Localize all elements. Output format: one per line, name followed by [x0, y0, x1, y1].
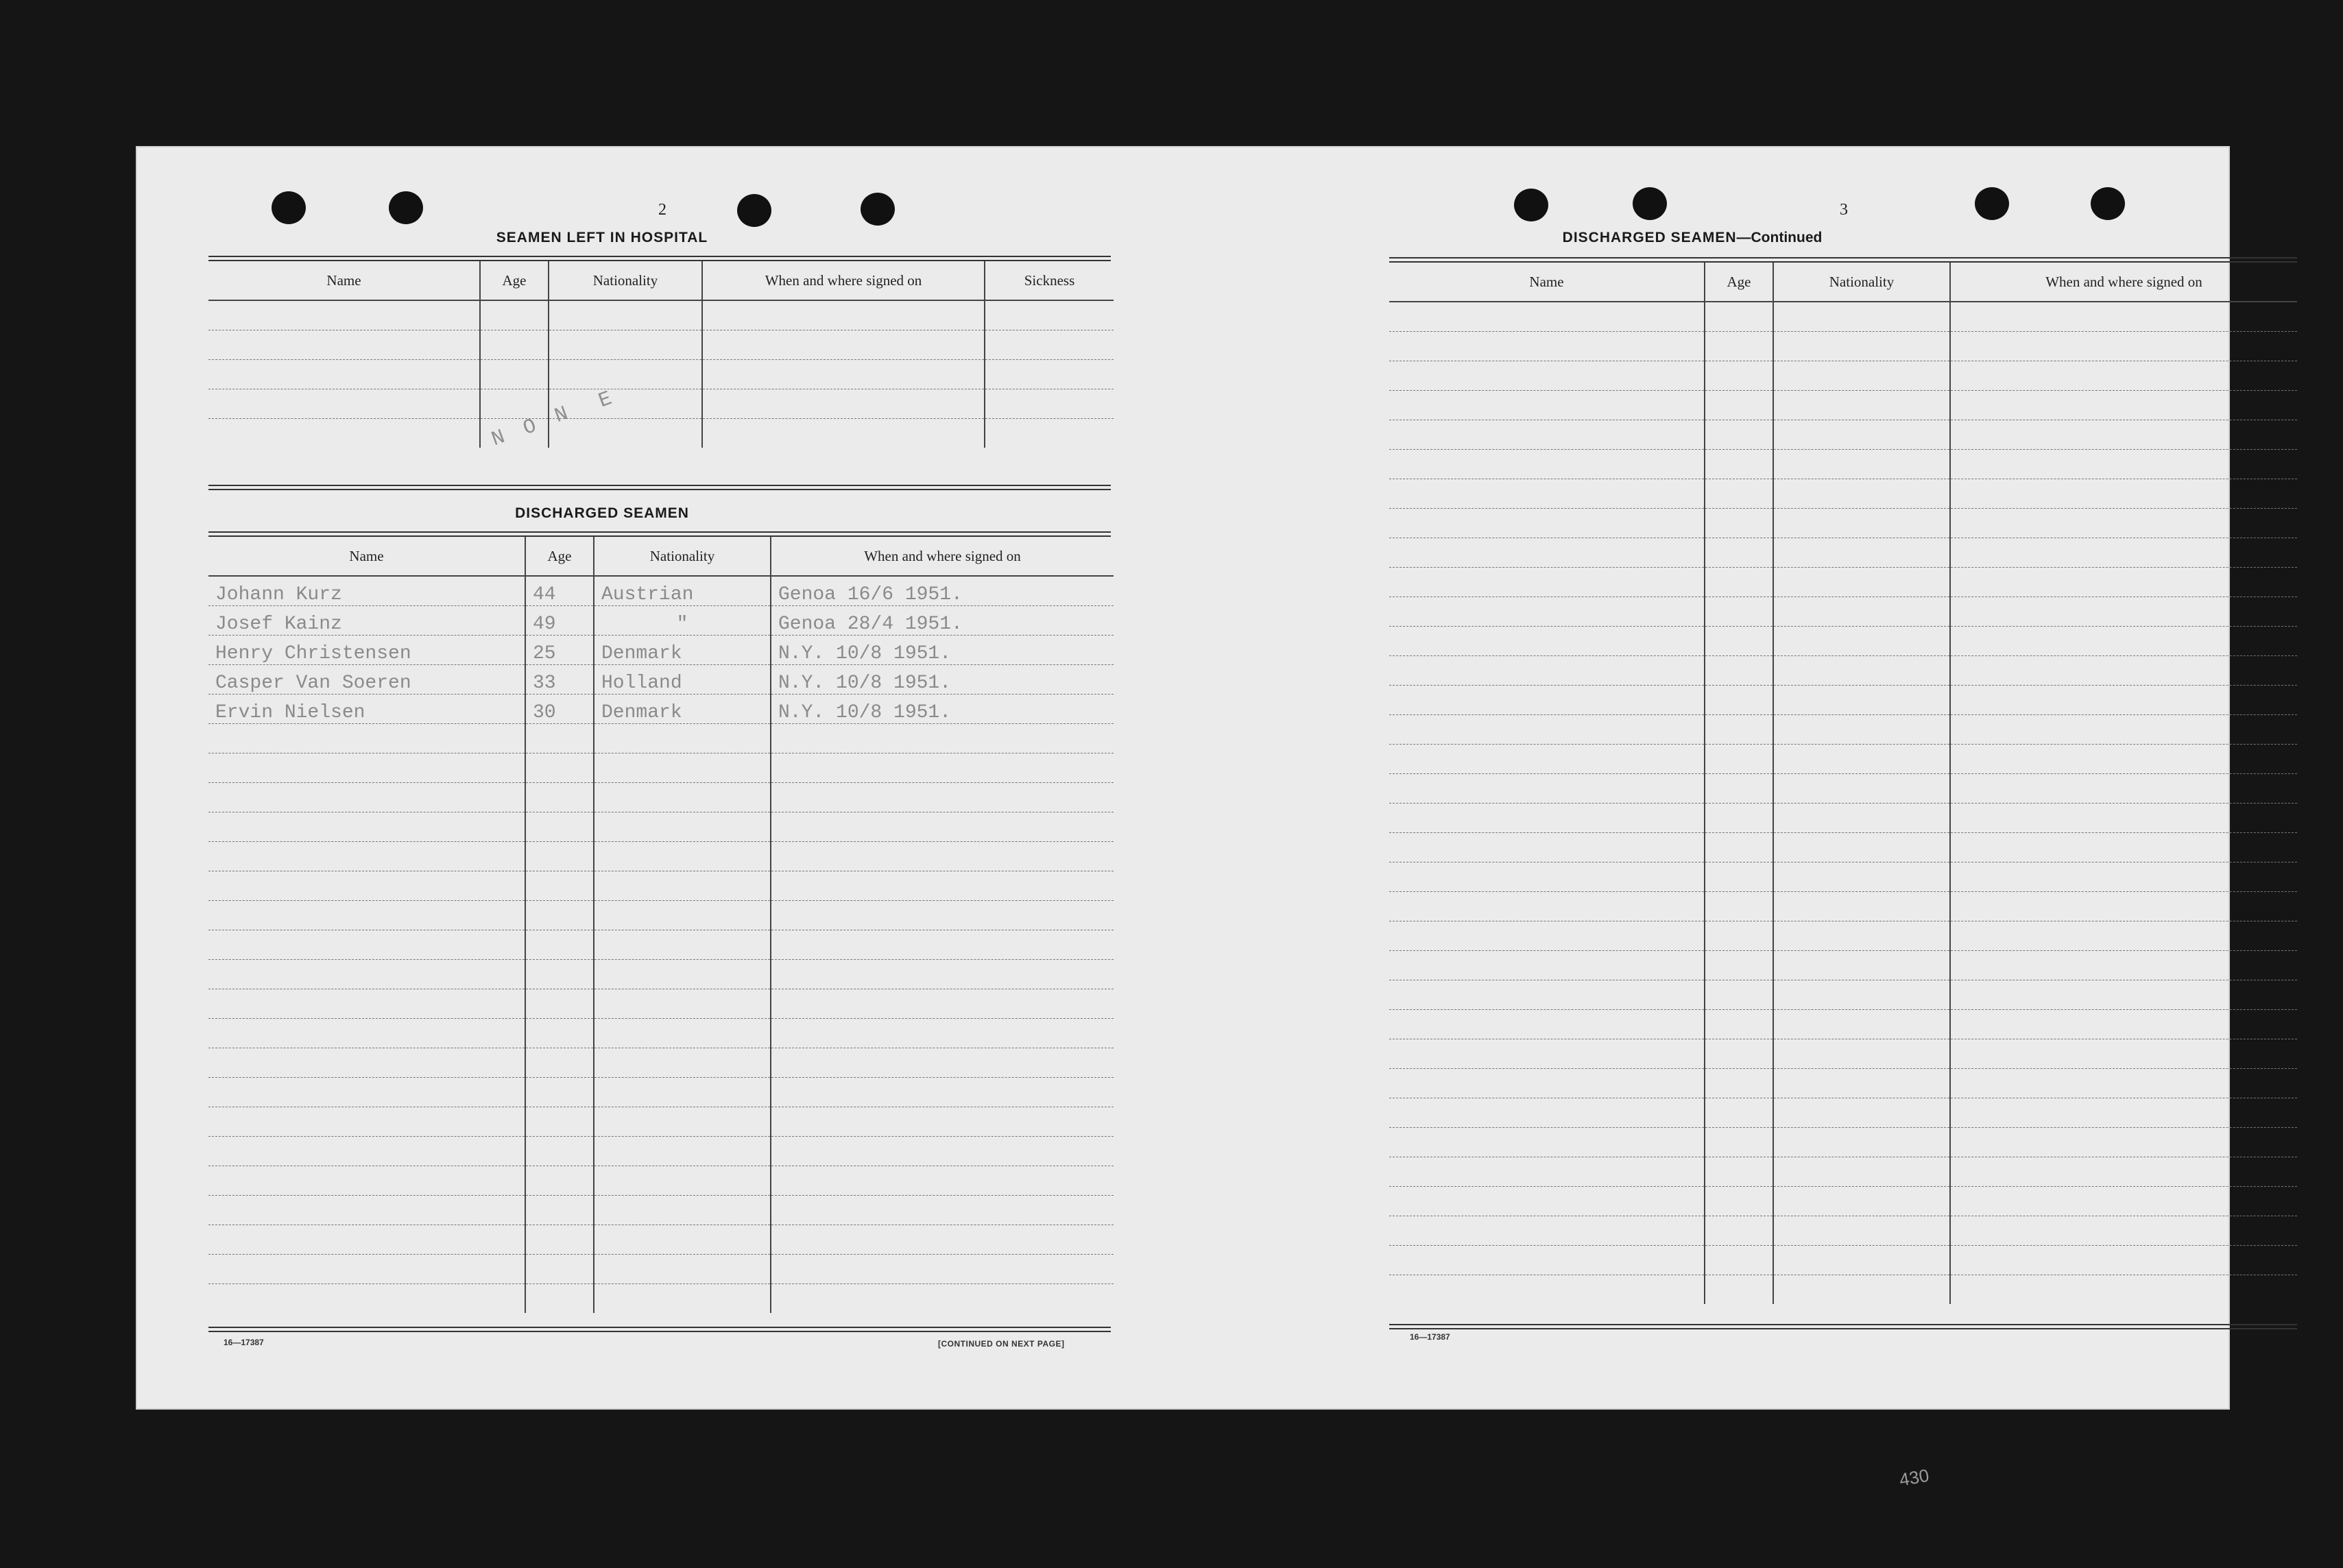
title-suffix: —Continued — [1736, 230, 1823, 245]
col-signed-on: When and where signed on — [1950, 263, 2297, 302]
table-row — [208, 576, 1114, 606]
form-code: 16—17387 — [1410, 1332, 1450, 1342]
punch-hole — [1975, 187, 2009, 220]
table-row — [1389, 980, 2297, 1010]
table-row — [1389, 745, 2297, 774]
seaman-signed-on: N.Y. 10/8 1951. — [771, 636, 1114, 665]
seaman-signed-on: N.Y. 10/8 1951. — [771, 665, 1114, 695]
hospital-section-title: SEAMEN LEFT IN HOSPITAL — [496, 230, 708, 245]
header-rule — [1389, 257, 2297, 263]
table-row — [1389, 302, 2297, 332]
col-name: Name — [208, 261, 480, 300]
seaman-nationality: Denmark — [594, 695, 771, 724]
table-row — [208, 360, 1114, 389]
seaman-signed-on: N.Y. 10/8 1951. — [771, 695, 1114, 724]
none-stamp-letter: N — [551, 402, 572, 429]
table-row — [1389, 538, 2297, 568]
table-row — [208, 901, 1114, 930]
table-row — [208, 300, 1114, 330]
table-row — [208, 419, 1114, 448]
table-row — [1389, 1069, 2297, 1098]
table-row — [208, 1048, 1114, 1078]
form-code: 16—17387 — [224, 1338, 264, 1347]
table-row — [208, 753, 1114, 783]
section-rule — [208, 485, 1111, 490]
col-sickness: Sickness — [985, 261, 1114, 300]
footer-rule — [1389, 1324, 2297, 1329]
table-row — [208, 1137, 1114, 1166]
title-main: DISCHARGED SEAMEN — [1562, 230, 1737, 245]
punch-hole — [1514, 189, 1548, 221]
punch-hole — [2091, 187, 2125, 220]
table-row — [208, 989, 1114, 1019]
table-row — [208, 1284, 1114, 1314]
col-nationality: Nationality — [594, 537, 771, 576]
table-row — [1389, 892, 2297, 921]
table-row — [1389, 921, 2297, 951]
seaman-signed-on: Genoa 16/6 1951. — [771, 576, 1114, 606]
table-row — [1389, 627, 2297, 656]
table-row — [1389, 361, 2297, 391]
table-row — [1389, 951, 2297, 980]
table-row — [208, 812, 1114, 842]
page-number: 3 — [1840, 201, 1848, 219]
seaman-nationality: " — [594, 606, 771, 636]
discharged-section-title: DISCHARGED SEAMEN — [515, 505, 689, 521]
table-row — [1389, 804, 2297, 833]
punch-hole — [861, 193, 895, 226]
seaman-age: 49 — [525, 606, 594, 636]
table-row — [208, 1255, 1114, 1284]
seaman-age: 30 — [525, 695, 594, 724]
header-rule — [208, 256, 1111, 261]
table-row — [1389, 332, 2297, 361]
table-row — [1389, 509, 2297, 538]
table-row — [208, 665, 1114, 695]
hospital-table — [208, 261, 1114, 448]
header-rule — [208, 531, 1111, 537]
table-row — [1389, 1010, 2297, 1039]
table-row — [1389, 420, 2297, 450]
table-row — [208, 842, 1114, 871]
table-row — [208, 1107, 1114, 1137]
seaman-nationality: Denmark — [594, 636, 771, 665]
col-signed-on: When and where signed on — [702, 261, 985, 300]
punch-hole — [389, 191, 423, 224]
seaman-signed-on: Genoa 28/4 1951. — [771, 606, 1114, 636]
table-row — [1389, 1246, 2297, 1275]
punch-hole — [272, 191, 306, 224]
discharged-table — [208, 537, 1114, 1313]
seaman-name: Casper Van Soeren — [208, 665, 525, 695]
seaman-name: Johann Kurz — [208, 576, 525, 606]
col-nationality: Nationality — [549, 261, 702, 300]
table-row — [208, 330, 1114, 360]
table-row — [1389, 833, 2297, 863]
seaman-nationality: Holland — [594, 665, 771, 695]
page-left — [136, 146, 1178, 1410]
seaman-name: Ervin Nielsen — [208, 695, 525, 724]
table-row — [1389, 568, 2297, 597]
discharged-continued-table — [1389, 263, 2297, 1304]
continued-note: [CONTINUED ON NEXT PAGE] — [938, 1339, 1065, 1349]
seaman-age: 44 — [525, 576, 594, 606]
punch-hole — [737, 194, 771, 227]
footer-rule — [208, 1327, 1111, 1332]
table-row — [1389, 1275, 2297, 1305]
document-spread — [136, 146, 2230, 1410]
table-row — [1389, 686, 2297, 715]
table-row — [208, 1019, 1114, 1048]
punch-hole — [1633, 187, 1667, 220]
table-row — [1389, 774, 2297, 804]
page-number: 2 — [658, 201, 666, 219]
discharged-continued-title — [1452, 230, 1932, 246]
table-row — [1389, 1128, 2297, 1157]
col-name: Name — [208, 537, 525, 576]
table-row — [208, 606, 1114, 636]
table-row — [208, 636, 1114, 665]
table-row — [1389, 1098, 2297, 1128]
table-row — [208, 1078, 1114, 1107]
col-signed-on: When and where signed on — [771, 537, 1114, 576]
seaman-age: 25 — [525, 636, 594, 665]
table-row — [1389, 450, 2297, 479]
col-name: Name — [1389, 263, 1705, 302]
seaman-name: Josef Kainz — [208, 606, 525, 636]
col-age: Age — [1705, 263, 1773, 302]
col-age: Age — [525, 537, 594, 576]
none-stamp-letter: O — [520, 414, 540, 442]
table-row — [1389, 597, 2297, 627]
frame-number: 430 — [1897, 1464, 1931, 1491]
seaman-nationality: Austrian — [594, 576, 771, 606]
page-right — [1178, 146, 2230, 1410]
table-row — [208, 930, 1114, 960]
none-stamp-letter: E — [595, 387, 616, 414]
table-row — [208, 724, 1114, 753]
seaman-name: Henry Christensen — [208, 636, 525, 665]
table-row — [1389, 1039, 2297, 1069]
table-row — [1389, 1187, 2297, 1216]
table-row — [1389, 715, 2297, 745]
table-row — [208, 1196, 1114, 1225]
col-nationality: Nationality — [1773, 263, 1950, 302]
table-row — [208, 389, 1114, 419]
col-age: Age — [480, 261, 549, 300]
table-row — [208, 960, 1114, 989]
table-row — [208, 1166, 1114, 1196]
none-stamp-letter: N — [488, 425, 509, 453]
table-row — [1389, 479, 2297, 509]
table-row — [1389, 656, 2297, 686]
seaman-age: 33 — [525, 665, 594, 695]
table-row — [208, 1225, 1114, 1255]
table-row — [208, 783, 1114, 812]
table-row — [1389, 863, 2297, 892]
table-row — [1389, 1216, 2297, 1246]
table-row — [208, 695, 1114, 724]
table-row — [208, 871, 1114, 901]
table-row — [1389, 1157, 2297, 1187]
table-row — [1389, 391, 2297, 420]
